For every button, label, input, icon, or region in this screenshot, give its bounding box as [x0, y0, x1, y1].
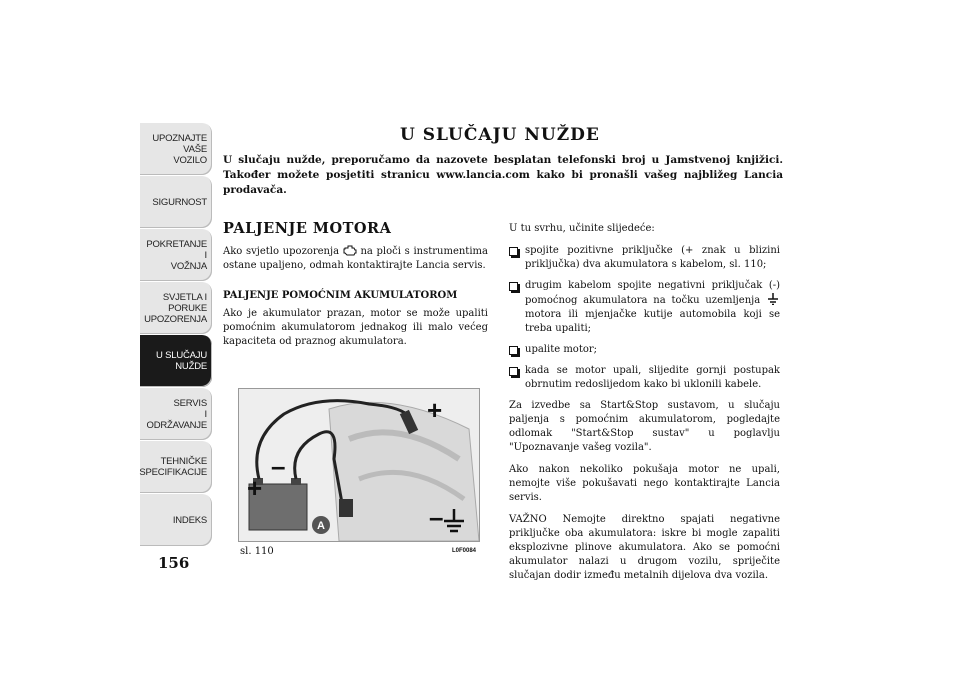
- steps-list: [509, 244, 780, 392]
- text: motora ili mjenjačke kutije automobila koji se treba upaliti;: [525, 309, 780, 334]
- tab-indeks[interactable]: [140, 494, 212, 546]
- figure-code: L0F0084: [452, 548, 477, 554]
- tab-label: INDEKS: [172, 514, 207, 526]
- paragraph: U tu svrhu, učinite slijedeće:: [509, 223, 655, 234]
- chapter-tabs: [140, 123, 212, 546]
- paragraph: Za izvedbe sa Start&Stop sustavom, u slučaju paljenja s pomoćnim akumulatorom, pogledajte odlomak "Start&Stop sustav" u poglavlju "Upoznavanje vašeg vozila".: [509, 400, 780, 453]
- tab-label: SERVIS I ODRŽAVANJE: [146, 397, 207, 431]
- text: drugim kabelom spojite negativni priključak (-) pomoćnog akumulatora na točku uzemljenja: [525, 280, 780, 306]
- left-column: [223, 222, 488, 357]
- figure-minus-left: –: [271, 451, 286, 481]
- list-item: kada se motor upali, slijedite gornji postupak obrnutim redoslijedom kako bi uklonili kabele.: [509, 364, 780, 392]
- figure-plus-right: +: [427, 395, 443, 425]
- ground-icon: [766, 293, 780, 305]
- tab-label: U SLUČAJU NUŽDE: [156, 350, 207, 372]
- tab-label: UPOZNAJTE VAŠE VOZILO: [152, 132, 207, 166]
- text: na ploči s instrumentima ostane upaljeno, odmah kontaktirajte Lancia servis.: [223, 246, 488, 271]
- figure-plus-left: +: [247, 473, 263, 503]
- paragraph: VAŽNO Nemojte direktno spajati negativne priključke oba akumulatora: iskre bi mogle zapaliti eksplozivne plinove akumulatora. Ako se pomoćni akumulator nalazi u drugom vozilu, spriječite slučajan dodir između metalnih dijelova dva vozila.: [509, 514, 780, 581]
- list-item: spojite pozitivne priključke (+ znak u blizini priključka) dva akumulatora s kabelom, sl. 110;: [509, 244, 780, 272]
- tab-label: POKRETANJE I VOŽNJA: [146, 238, 207, 272]
- right-column: [509, 222, 780, 591]
- list-item: upalite motor;: [509, 343, 780, 357]
- paragraph: Ako nakon nekoliko pokušaja motor ne upali, nemojte više pokušavati nego kontaktirajte Lancia servis.: [509, 464, 780, 503]
- tab-label: TEHNIČKE SPECIFIKACIJE: [139, 456, 207, 478]
- paragraph: Ako je akumulator prazan, motor se može upaliti pomoćnim akumulatorom jednakog ili malo većeg kapaciteta od praznog akumulatora.: [223, 308, 488, 347]
- tab-label: SIGURNOST: [152, 196, 207, 208]
- intro-text: U slučaju nužde, preporučamo da nazovete besplatan telefonski broj u Jamstvenoj knjižici. Također možete posjetiti stranicu www.lancia.com kako bi pronašli vašeg najbližeg Lancia prodavača.: [223, 154, 783, 196]
- text: Ako svjetlo upozorenja: [223, 246, 340, 257]
- tab-pokretanje[interactable]: [140, 229, 212, 281]
- tab-servis[interactable]: [140, 388, 212, 440]
- figure-minus-right: –: [429, 502, 444, 532]
- jump-start-illustration: [239, 389, 479, 541]
- tab-upoznajte[interactable]: [140, 123, 212, 175]
- paragraph: [223, 244, 488, 273]
- tab-sigurnost[interactable]: [140, 176, 212, 228]
- jump-start-figure: [238, 388, 480, 542]
- figure-label-a: A: [317, 520, 325, 532]
- subheading: PALJENJE POMOĆNIM AKUMULATOROM: [223, 290, 458, 301]
- figure-caption: sl. 110: [240, 546, 274, 557]
- list-item: [509, 279, 780, 336]
- tab-tehnicke[interactable]: [140, 441, 212, 493]
- tab-svjetla[interactable]: [140, 282, 212, 334]
- section-heading: PALJENJE MOTORA: [223, 220, 392, 237]
- page-number: 156: [158, 554, 190, 572]
- page-title: U SLUČAJU NUŽDE: [400, 125, 600, 145]
- engine-warning-icon: [343, 244, 357, 256]
- tab-label: SVJETLA I PORUKE UPOZORENJA: [144, 291, 207, 325]
- tab-nuzde[interactable]: [140, 335, 212, 387]
